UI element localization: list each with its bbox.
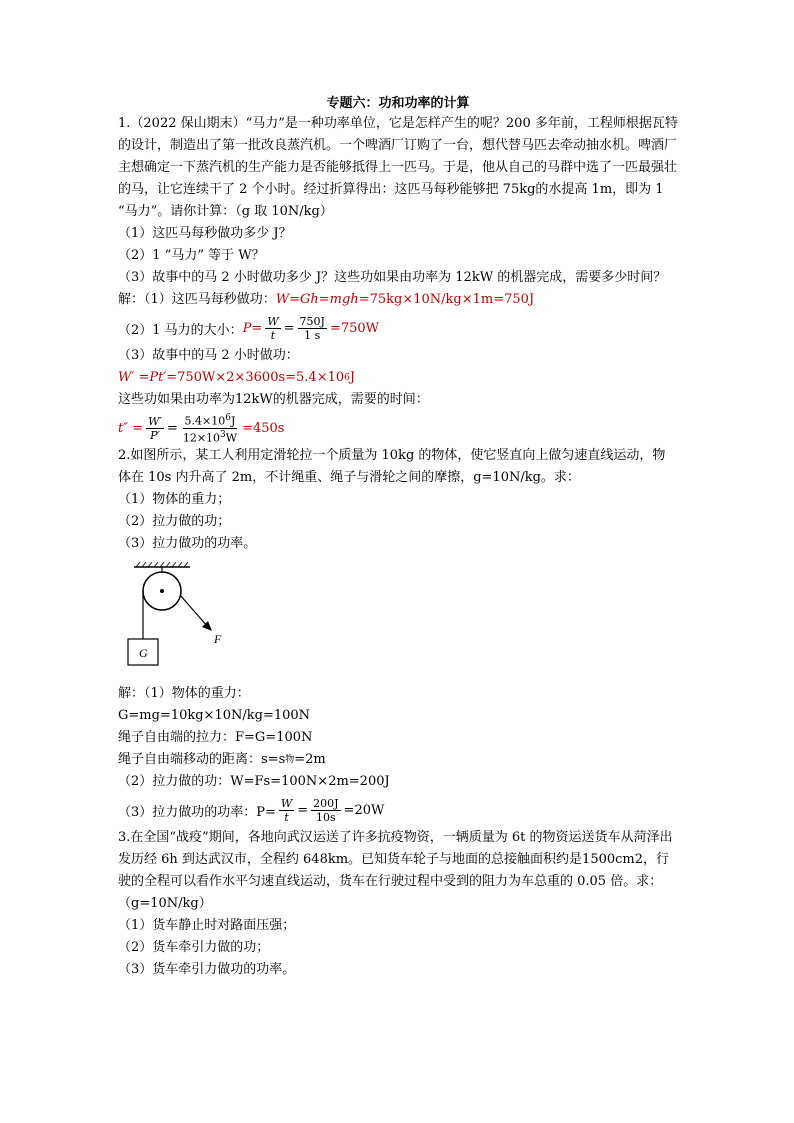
q1-sol3-exp: 6 xyxy=(344,373,350,383)
fraction-numerator: 750J xyxy=(299,314,325,328)
q2-sol-w: （2）拉力做的功：W=Fs=100N×2m=200J xyxy=(118,774,390,789)
q1-solution-3-time: t″ = $\frac{W'}{P'}$ = $\frac{5.4\times 10^6J}{12\times 10^3W}$ =450s xyxy=(118,412,285,445)
q1-solution-3-prefix xyxy=(118,345,678,367)
fraction-numerator: W′ xyxy=(148,414,162,428)
q2-sol-s xyxy=(118,749,678,771)
fraction-numerator: 200J xyxy=(313,796,339,810)
question-3-sub-3: （3）货车牵引力做功的功率。 xyxy=(118,962,296,977)
question-3-sub-2: （2）货车牵引力做的功； xyxy=(118,940,270,955)
q1-solution-3-work xyxy=(118,367,678,389)
fraction-numerator: W xyxy=(267,314,279,328)
fraction-denominator: t xyxy=(284,810,289,824)
q2-sol-p-result: =20W xyxy=(343,802,385,818)
q1-sol2-fraction-1 xyxy=(265,315,280,342)
q1-sol1-prefix: 解：（1）这匹马每秒做功： xyxy=(118,292,276,307)
weight-label: G xyxy=(139,646,148,660)
q1-sol2-p: P= xyxy=(242,320,263,336)
fraction-denominator: t xyxy=(270,328,276,342)
q1-sol2-fraction-2 xyxy=(298,315,327,342)
q1-sol3-fraction-1 xyxy=(146,415,164,442)
force-label: F xyxy=(214,632,222,646)
question-3-sub-1: （1）货车静止时对路面压强； xyxy=(118,918,296,933)
q2-sol-s-prefix: 绳子自由端移动的距离：s=s xyxy=(118,752,286,767)
question-2-sub-2: （2）拉力做的功； xyxy=(118,514,231,529)
pulley-diagram-svg xyxy=(122,561,232,673)
q1-sol3-rest: =750W×2×3600s=5.4×10 xyxy=(166,370,345,385)
q1-sol2-prefix: （2）1 马力的大小： xyxy=(118,322,243,338)
q2-sol-p-fraction-1 xyxy=(279,797,294,824)
q2-sol-p-prefix: （3）拉力做功的功率：P= xyxy=(118,804,276,820)
q1-sol3-unit: J xyxy=(349,370,356,385)
q2-sol-head: 解：（1）物体的重力： xyxy=(118,686,250,701)
pulley-diagram xyxy=(122,561,678,677)
rope-right xyxy=(180,595,208,627)
question-2-sub-3: （3）拉力做功的功率。 xyxy=(118,536,257,551)
document-page xyxy=(118,92,678,981)
page-title: 专题六：功和功率的计算 xyxy=(326,96,470,111)
question-1-sub-2: （2）1 “马力” 等于 W？ xyxy=(118,248,265,263)
question-2-text: 2.如图所示，某工人利用定滑轮拉一个质量为 10kg 的物体，使它竖直向上做匀速直线运动，物体在 10s 内升高了 2m，不计绳重、绳子与滑轮之间的摩擦，g=10N/kg。求： xyxy=(118,448,666,485)
q1-solution-1 xyxy=(118,289,678,311)
q1-sol1-formula: W=Gh=mgh xyxy=(275,292,359,307)
q1-sol1-rest: =75kg×10N/kg×1m=750J xyxy=(358,292,535,307)
q2-sol-f: 绳子自由端的拉力：F=G=100N xyxy=(118,730,313,745)
pulley-center xyxy=(160,589,164,593)
fraction-numerator: $5.4\times 10^6J$ xyxy=(184,412,236,428)
q1-sol3-t: t″ = xyxy=(118,420,144,436)
q1-sol3-fraction-2 xyxy=(181,412,239,444)
q2-sol-p-fraction-2 xyxy=(311,797,340,824)
question-1-sub-3: （3）故事中的马 2 小时做功多少 J？这些功如果由功率为 12kW 的机器完成，需要多少时间？ xyxy=(118,270,667,285)
fraction-denominator: 10s xyxy=(316,810,336,824)
question-3-text: 3.在全国“战疫”期间，各地向武汉运送了许多抗疫物资，一辆质量为 6t 的物资运送货车从菏泽出发历经 6h 到达武汉市，全程约 648km。已知货车轮子与地面的总接触面积约是1500cm2，行驶的全程可以看作水平匀速直线运动，货车在行驶过程中受到的阻力为车总重的 0.05 倍。求：（g=10N/kg） xyxy=(118,830,673,911)
question-1-sub-1: （1）这匹马每秒做功多少 J？ xyxy=(118,226,292,241)
question-1-text: 1.（2022 保山期末）“马力”是一种功率单位，它是怎样产生的呢？200 多年前，工程师根据瓦特的设计，制造出了第一批改良蒸汽机。一个啤酒厂订购了一台，想代替马匹去牵动抽水机。啤酒厂主想确定一下蒸汽机的生产能力是否能够抵得上一匹马。于是，他从自己的马群中选了一匹最强壮的马，让它连续干了 2 个小时。经过折算得出：这匹马每秒能够把 75kg的水提高 1m，即为 1 “马力”。请你计算：（g 取 10N/kg） xyxy=(118,116,678,219)
q1-sol3-result: =450s xyxy=(242,420,285,436)
q2-sol-s-rest: =2m xyxy=(294,752,326,767)
fraction-denominator: P′ xyxy=(150,428,160,442)
q2-sol-s-sub: 物 xyxy=(285,755,295,765)
fraction-denominator: $12\times 10^3W$ xyxy=(182,429,238,445)
q1-sol2-eq: = xyxy=(283,320,295,336)
q1-sol3-prefix-text: （3）故事中的马 2 小时做功： xyxy=(118,348,299,363)
q2-sol-p: （3）拉力做功的功率：P= $\frac{W}{t}$ = $\frac{200J}{10s}$ =20W xyxy=(118,796,385,824)
q1-sol3-formula: W′ =Pt′ xyxy=(118,370,167,385)
fraction-denominator: 1 s xyxy=(304,328,321,342)
q1-sol3-text: 这些功如果由功率为12kW的机器完成，需要的时间： xyxy=(118,392,429,407)
q1-solution-2 xyxy=(118,311,678,345)
q2-sol-g: G=mg=10kg×10N/kg=100N xyxy=(118,708,311,723)
fraction-numerator: W xyxy=(280,796,293,810)
question-2-sub-1: （1）物体的重力； xyxy=(118,492,231,507)
q1-sol2-result: =750W xyxy=(329,320,380,336)
